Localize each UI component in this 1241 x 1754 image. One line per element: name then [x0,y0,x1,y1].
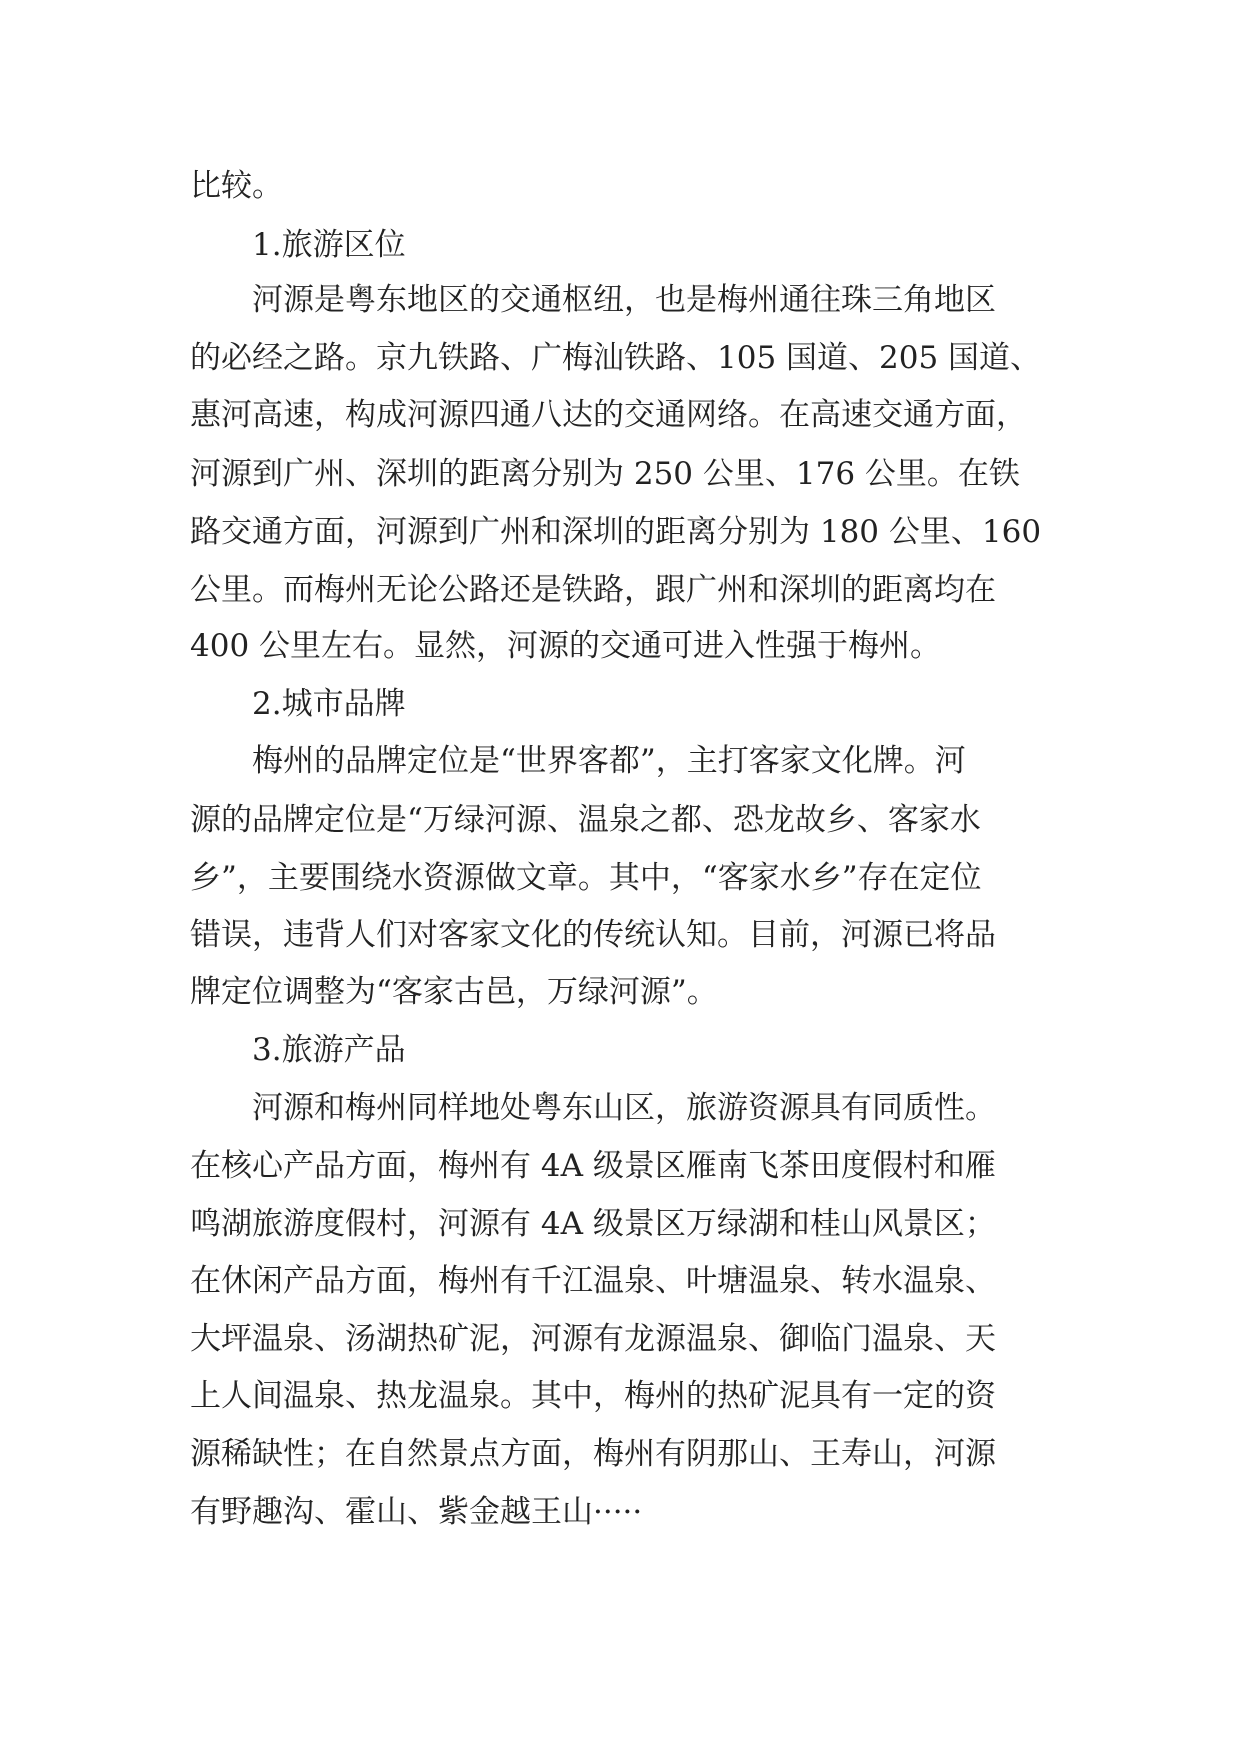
paragraph-line: 比较。 [190,168,283,204]
paragraph-line: 梅州的品牌定位是“世界客都”，主打客家文化牌。河 [252,743,966,779]
paragraph-line: 公里。而梅州无论公路还是铁路，跟广州和深圳的距离均在 [190,572,996,608]
section-heading-tourism-products: 3.旅游产品 [252,1032,406,1068]
paragraph-line: 在休闲产品方面，梅州有千江温泉、叶塘温泉、转水温泉、 [190,1263,996,1299]
paragraph-line: 鸣湖旅游度假村，河源有 4A 级景区万绿湖和桂山风景区； [190,1206,996,1242]
paragraph-line: 源的品牌定位是“万绿河源、温泉之都、恐龙故乡、客家水 [190,802,981,838]
paragraph-line: 源稀缺性；在自然景点方面，梅州有阴那山、王寿山，河源 [190,1436,996,1472]
paragraph-line: 有野趣沟、霍山、紫金越王山····· [190,1494,643,1530]
paragraph-line: 在核心产品方面，梅州有 4A 级景区雁南飞茶田度假村和雁 [190,1148,996,1184]
paragraph-line: 的必经之路。京九铁路、广梅汕铁路、105 国道、205 国道、 [190,340,1042,376]
paragraph-line: 河源是粤东地区的交通枢纽，也是梅州通往珠三角地区 [252,282,996,318]
paragraph-line: 惠河高速，构成河源四通八达的交通网络。在高速交通方面， [190,397,1027,433]
paragraph-line: 牌定位调整为“客家古邑，万绿河源”。 [190,974,718,1010]
paragraph-line: 乡”，主要围绕水资源做文章。其中，“客家水乡”存在定位 [190,860,982,896]
section-heading-city-brand: 2.城市品牌 [252,686,406,722]
paragraph-line: 路交通方面，河源到广州和深圳的距离分别为 180 公里、160 [190,514,1042,550]
paragraph-line: 河源到广州、深圳的距离分别为 250 公里、176 公里。在铁 [190,456,1020,492]
paragraph-line: 河源和梅州同样地处粤东山区，旅游资源具有同质性。 [252,1090,996,1126]
paragraph-line: 大坪温泉、汤湖热矿泥，河源有龙源温泉、御临门温泉、天 [190,1321,996,1357]
paragraph-line: 400 公里左右。显然，河源的交通可进入性强于梅州。 [190,628,942,664]
paragraph-line: 上人间温泉、热龙温泉。其中，梅州的热矿泥具有一定的资 [190,1378,996,1414]
section-heading-tourism-location: 1.旅游区位 [252,227,406,263]
paragraph-line: 错误，违背人们对客家文化的传统认知。目前，河源已将品 [190,917,996,953]
